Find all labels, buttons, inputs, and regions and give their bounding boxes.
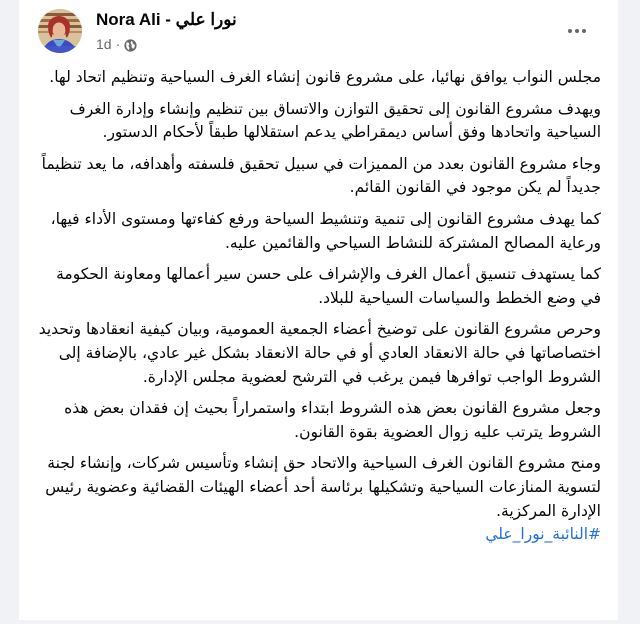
post-paragraph: وحرص مشروع القانون على توضيخ أعضاء الجمعية العمومية، وبيان كيفية انعقادها وتحديد اختصاصاتها في حالة الانعقاد العادي أو في حالة الانعقاد بشكل غير عادي، بالإضافة إلى الشروط الواجب توافرها فيمن يرغب في الترشح لعضوية مجلس الإدارة. [38,320,601,386]
post-paragraph: كما يستهدف تنسيق أعمال الغرف والإشراف على حسن سير أعمالها ومعاونة الحكومة في وضع الخطط والسياسات السياحية للبلاد. [56,265,601,307]
author-name[interactable]: Nora Ali - نورا علي [96,10,237,29]
post-paragraph: كما يهدف مشروع القانون إلى تنمية وتنشيط السياحة ورفع كفاءتها ومستوى الأداء فيها، ورعاية المصالح المشتركة للنشاط السياحي والقائمين عليه. [50,209,601,252]
post-paragraph: مجلس النواب يوافق نهائيا، على مشروع قانون إنشاء الغرف السياحية وتنظيم اتحاد لها. [49,68,601,86]
post-card [19,0,618,620]
profile-photo-icon [38,9,82,53]
author-avatar[interactable] [38,9,82,53]
post-paragraph: ويهدف مشروع القانون إلى تحقيق التوازن والاتساق بين تنظيم وإنشاء وإدارة الغرف السياحية واتحادها وفق أساس ديمقراطي يدعم استقلالها طبقاً لأحكام الدستور. [69,99,601,142]
hashtag-link[interactable]: #النائبة_نورا_علي [485,525,601,544]
post-paragraph: ومنح مشروع القانون الغرف السياحية والاتحاد حق إنشاء وتأسيس شركات، وإنشاء لجنة لتسوية المنازعات السياحية وتشكيلها برئاسة أحد أعضاء الهيئات القضائية وعضوية رئيس الإدارة المركزية. [45,454,601,520]
meta-separator: · [115,36,121,52]
more-options-button[interactable] [564,22,590,40]
post-header [19,0,618,60]
post-body [33,66,601,547]
post-meta [96,35,137,53]
post-paragraph: وجعل مشروع القانون بعض هذه الشروط ابتداء واستمراراً بحيث إن فقدان بعض هذه الشروط يترتب عليه زوال العضوية بقوة القانون. [64,399,601,441]
post-paragraph: وجاء مشروع القانون بعدد من المميزات في سبيل تحقيق فلسفته وأهدافه، ما يعد تنظيماً جديداً لم يكن موجود في القانون القائم. [41,154,601,197]
more-horizontal-icon [568,29,572,33]
post-timestamp[interactable]: 1d [96,36,112,52]
globe-icon[interactable] [124,38,137,51]
